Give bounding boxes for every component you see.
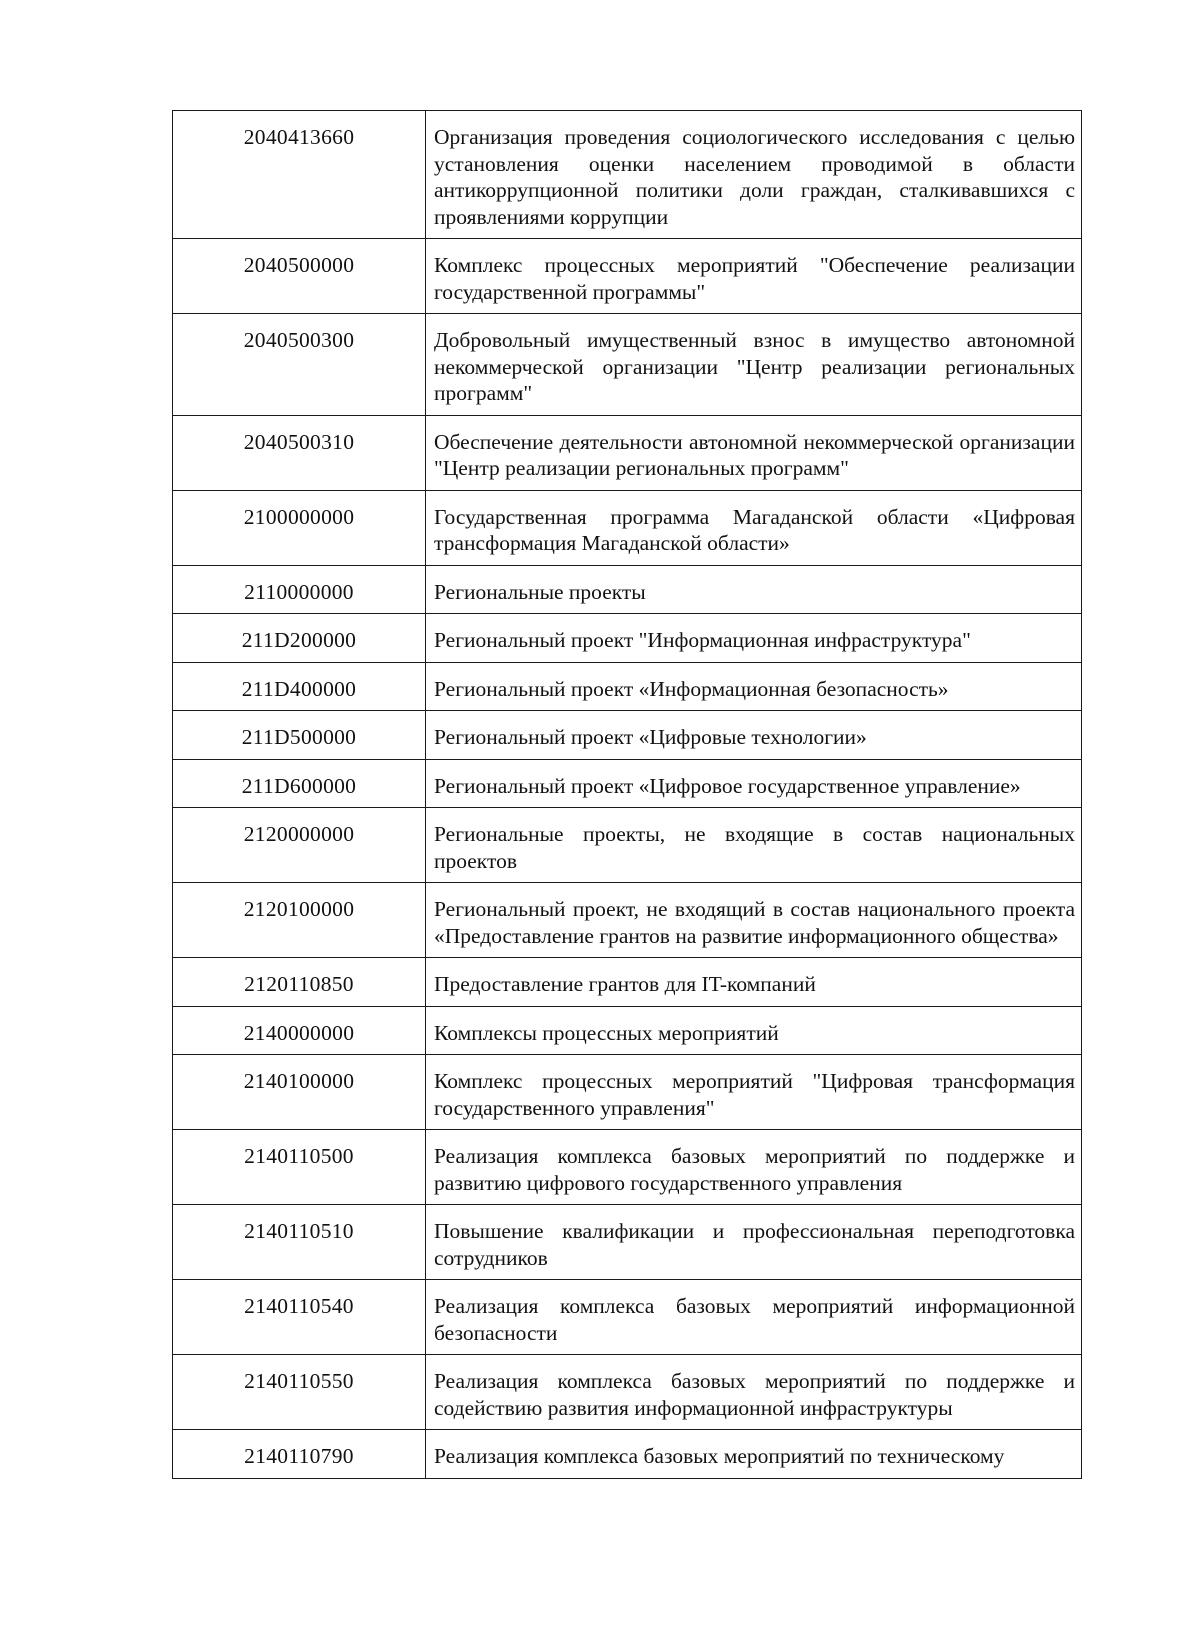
row-description: Региональный проект «Цифровое государственное управление» bbox=[426, 759, 1082, 808]
row-description: Предоставление грантов для IT-компаний bbox=[426, 958, 1082, 1007]
row-description: Государственная программа Магаданской области «Цифровая трансформация Магаданской области» bbox=[426, 490, 1082, 565]
row-code: 2120110850 bbox=[173, 958, 426, 1007]
row-description: Региональный проект «Цифровые технологии» bbox=[426, 711, 1082, 760]
table-row bbox=[173, 808, 1082, 883]
row-code: 2040500310 bbox=[173, 415, 426, 490]
row-code: 2140000000 bbox=[173, 1006, 426, 1055]
row-code: 211D400000 bbox=[173, 662, 426, 711]
row-description: Региональный проект "Информационная инфраструктура" bbox=[426, 614, 1082, 663]
row-description: Региональные проекты bbox=[426, 565, 1082, 614]
row-code: 211D200000 bbox=[173, 614, 426, 663]
row-description: Реализация комплекса базовых мероприятий по поддержке и развитию цифрового государственного управления bbox=[426, 1130, 1082, 1205]
table-row bbox=[173, 1205, 1082, 1280]
table-row bbox=[173, 1130, 1082, 1205]
row-code: 211D600000 bbox=[173, 759, 426, 808]
row-description: Организация проведения социологического исследования с целью установления оценки населением проводимой в области антикоррупционной политики доли граждан, сталкивавшихся с проявлениями коррупции bbox=[426, 111, 1082, 239]
row-code: 211D500000 bbox=[173, 711, 426, 760]
row-code: 2140110500 bbox=[173, 1130, 426, 1205]
table-row bbox=[173, 490, 1082, 565]
table-row bbox=[173, 314, 1082, 416]
table-row bbox=[173, 958, 1082, 1007]
row-code: 2040413660 bbox=[173, 111, 426, 239]
budget-code-table bbox=[172, 110, 1082, 1479]
table-row bbox=[173, 1430, 1082, 1479]
row-code: 2120100000 bbox=[173, 883, 426, 958]
table-row bbox=[173, 711, 1082, 760]
table-row bbox=[173, 239, 1082, 314]
table-row bbox=[173, 111, 1082, 239]
table-row bbox=[173, 1055, 1082, 1130]
row-description: Комплексы процессных мероприятий bbox=[426, 1006, 1082, 1055]
row-description: Комплекс процессных мероприятий "Цифровая трансформация государственного управления" bbox=[426, 1055, 1082, 1130]
row-description: Реализация комплекса базовых мероприятий по техническому bbox=[426, 1430, 1082, 1479]
row-code: 2140110510 bbox=[173, 1205, 426, 1280]
table-row bbox=[173, 759, 1082, 808]
row-description: Комплекс процессных мероприятий "Обеспечение реализации государственной программы" bbox=[426, 239, 1082, 314]
row-description: Региональный проект «Информационная безопасность» bbox=[426, 662, 1082, 711]
table-row bbox=[173, 1355, 1082, 1430]
row-code: 2120000000 bbox=[173, 808, 426, 883]
row-description: Региональный проект, не входящий в состав национального проекта «Предоставление грантов на развитие информационного общества» bbox=[426, 883, 1082, 958]
row-description: Добровольный имущественный взнос в имущество автономной некоммерческой организации "Центр реализации региональных программ" bbox=[426, 314, 1082, 416]
row-code: 2040500300 bbox=[173, 314, 426, 416]
row-description: Реализация комплекса базовых мероприятий по поддержке и содействию развития информационной инфраструктуры bbox=[426, 1355, 1082, 1430]
row-code: 2140110550 bbox=[173, 1355, 426, 1430]
row-code: 2110000000 bbox=[173, 565, 426, 614]
row-description: Обеспечение деятельности автономной некоммерческой организации "Центр реализации региональных программ" bbox=[426, 415, 1082, 490]
table-row bbox=[173, 1280, 1082, 1355]
row-code: 2140110790 bbox=[173, 1430, 426, 1479]
row-code: 2140100000 bbox=[173, 1055, 426, 1130]
table-row bbox=[173, 883, 1082, 958]
table-row bbox=[173, 565, 1082, 614]
table-row bbox=[173, 662, 1082, 711]
table-row bbox=[173, 415, 1082, 490]
row-description: Региональные проекты, не входящие в состав национальных проектов bbox=[426, 808, 1082, 883]
row-code: 2140110540 bbox=[173, 1280, 426, 1355]
row-code: 2100000000 bbox=[173, 490, 426, 565]
table-row bbox=[173, 1006, 1082, 1055]
row-code: 2040500000 bbox=[173, 239, 426, 314]
row-description: Реализация комплекса базовых мероприятий информационной безопасности bbox=[426, 1280, 1082, 1355]
table-row bbox=[173, 614, 1082, 663]
row-description: Повышение квалификации и профессиональная переподготовка сотрудников bbox=[426, 1205, 1082, 1280]
